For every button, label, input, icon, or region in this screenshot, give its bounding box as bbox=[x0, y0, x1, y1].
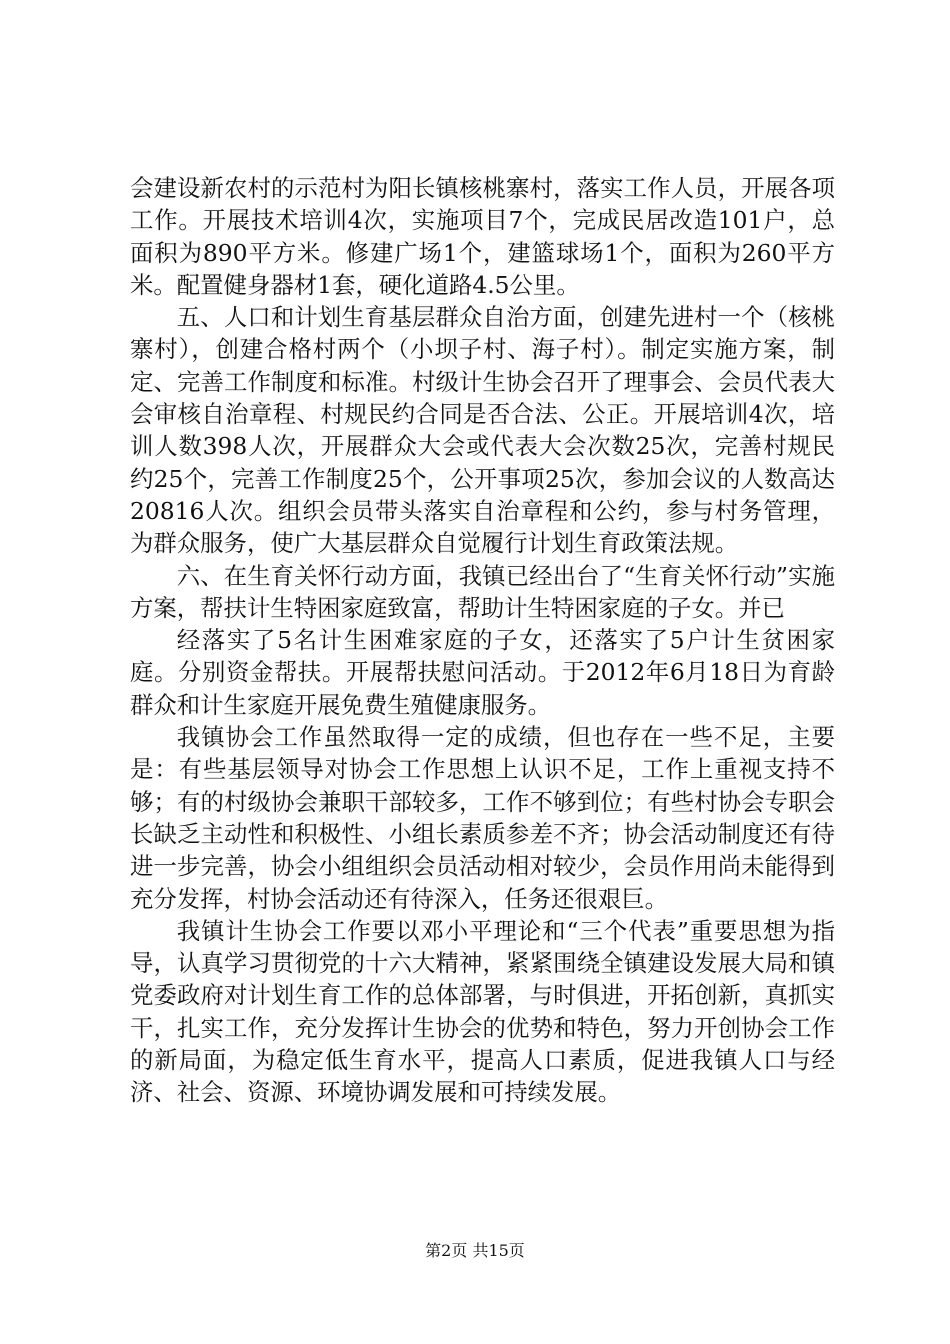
page-number-label: 第2页 共15页 bbox=[425, 1241, 525, 1260]
paragraph-3: 六、在生育关怀行动方面，我镇已经出台了“生育关怀行动”实施方案，帮扶计生特困家庭致富，帮助计生特困家庭的子女。并已 bbox=[130, 561, 835, 622]
paragraph-1: 会建设新农村的示范村为阳长镇核桃寨村，落实工作人员，开展各项工作。开展技术培训4次，实施项目7个，完成民居改造101户，总面积为890平方米。修建广场1个，建篮球场1个，面积为260平方米。配置健身器材1套，硬化道路4.5公里。 bbox=[130, 174, 835, 299]
page-footer bbox=[0, 1241, 950, 1261]
paragraph-6: 我镇计生协会工作要以邓小平理论和“三个代表”重要思想为指导，认真学习贯彻党的十六大精神，紧紧围绕全镇建设发展大局和镇党委政府对计划生育工作的总体部署，与时俱进，开拓创新，真抓实干，扎实工作，充分发挥计生协会的优势和特色，努力开创协会工作的新局面，为稳定低生育水平，提高人口素质，促进我镇人口与经济、社会、资源、环境协调发展和可持续发展。 bbox=[130, 916, 835, 1107]
paragraph-5: 我镇协会工作虽然取得一定的成绩，但也存在一些不足，主要是：有些基层领导对协会工作思想上认识不足，工作上重视支持不够；有的村级协会兼职干部较多，工作不够到位；有些村协会专职会长缺乏主动性和积极性、小组长素质参差不齐；协会活动制度还有待进一步完善，协会小组组织会员活动相对较少，会员作用尚未能得到充分发挥，村协会活动还有待深入，任务还很艰巨。 bbox=[130, 723, 835, 913]
paragraph-2: 五、人口和计划生育基层群众自治方面，创建先进村一个（核桃寨村），创建合格村两个（小坝子村、海子村）。制定实施方案，制定、完善工作制度和标准。村级计生协会召开了理事会、会员代表大会审核自治章程、村规民约合同是否合法、公正。开展培训4次，培训人数398人次，开展群众大会或代表大会次数25次，完善村规民约25个，完善工作制度25个，公开事项25次，参加会议的人数高达20816人次。组织会员带头落实自治章程和公约，参与村务管理，为群众服务，使广大基层群众自觉履行计划生育政策法规。 bbox=[130, 303, 835, 558]
paragraph-4: 经落实了5名计生困难家庭的子女，还落实了5户计生贫困家庭。分别资金帮扶。开展帮扶慰问活动。于2012年6月18日为育龄群众和计生家庭开展免费生殖健康服务。 bbox=[130, 626, 835, 719]
